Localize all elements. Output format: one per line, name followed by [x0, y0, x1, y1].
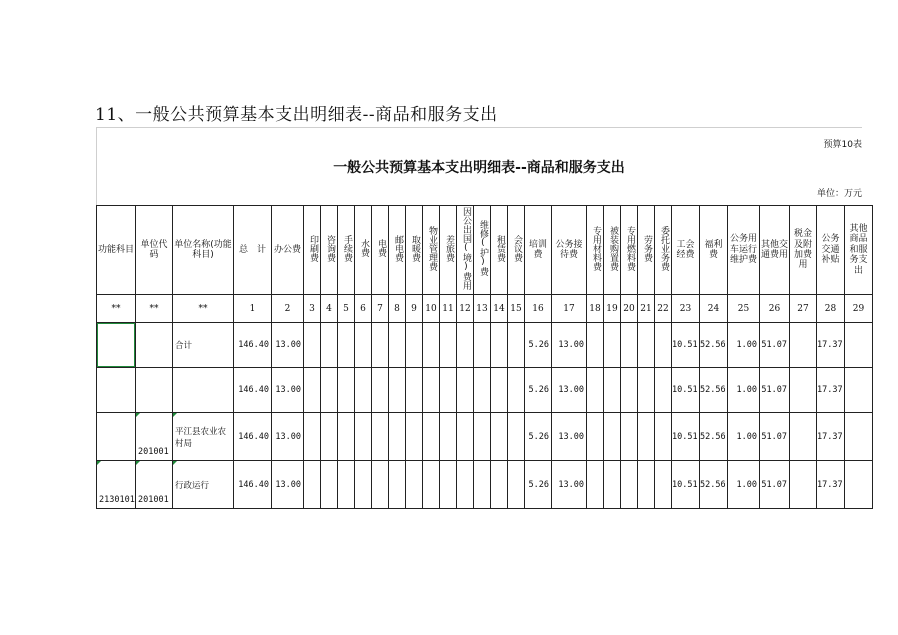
column-index: 14	[491, 295, 508, 323]
table-cell[interactable]	[790, 323, 817, 368]
column-header	[338, 206, 355, 295]
table-cell[interactable]	[621, 461, 638, 509]
column-index: 2	[272, 295, 304, 323]
column-header	[655, 206, 672, 295]
column-header-label: 办公费	[273, 244, 301, 255]
table-cell[interactable]	[604, 323, 621, 368]
column-header	[173, 206, 234, 295]
table-cell[interactable]: 5.26	[525, 461, 552, 509]
column-index: **	[173, 295, 234, 323]
table-cell[interactable]: 146.40	[234, 461, 272, 509]
column-index: 12	[457, 295, 474, 323]
column-header-label: 物业管理费	[426, 225, 437, 271]
column-index: 28	[817, 295, 845, 323]
header-row	[97, 206, 873, 295]
column-header-label: 其他交通费用	[761, 239, 789, 260]
table-cell[interactable]	[406, 323, 423, 368]
table-cell[interactable]	[638, 323, 655, 368]
table-cell[interactable]: 合计	[173, 323, 234, 368]
column-header	[672, 206, 700, 295]
table-cell[interactable]	[790, 413, 817, 461]
table-cell[interactable]	[304, 323, 321, 368]
table-cell[interactable]	[338, 413, 355, 461]
table-cell[interactable]	[321, 323, 338, 368]
column-header	[491, 206, 508, 295]
table-cell[interactable]	[355, 368, 372, 413]
column-header-label: 工会经费	[676, 239, 695, 260]
table-cell[interactable]	[338, 323, 355, 368]
column-header	[587, 206, 604, 295]
column-header	[355, 206, 372, 295]
column-index: 13	[474, 295, 491, 323]
table-cell[interactable]: 13.00	[272, 368, 304, 413]
column-index: 23	[672, 295, 700, 323]
table-cell[interactable]	[136, 323, 173, 368]
table-cell[interactable]	[587, 461, 604, 509]
table-cell[interactable]	[304, 368, 321, 413]
table-cell[interactable]: 13.00	[552, 461, 587, 509]
column-header-label: 邮电费	[392, 234, 403, 262]
table-cell[interactable]	[491, 413, 508, 461]
column-header	[234, 206, 272, 295]
table-cell[interactable]	[440, 413, 457, 461]
table-cell[interactable]	[655, 368, 672, 413]
table-cell[interactable]	[491, 461, 508, 509]
budget-table	[96, 205, 873, 509]
column-header-label: 租赁费	[494, 234, 505, 262]
table-cell[interactable]: 17.37	[817, 461, 845, 509]
table-cell[interactable]: 52.56	[700, 461, 728, 509]
column-header	[406, 206, 423, 295]
column-header	[525, 206, 552, 295]
column-index: 27	[790, 295, 817, 323]
table-cell[interactable]: 2130101	[97, 461, 136, 509]
table-cell[interactable]: 146.40	[234, 413, 272, 461]
table-row	[97, 413, 873, 461]
table-cell[interactable]: 201001	[136, 461, 173, 509]
column-header	[728, 206, 760, 295]
table-cell[interactable]	[621, 323, 638, 368]
table-cell[interactable]	[655, 461, 672, 509]
table-row	[97, 461, 873, 509]
table-cell[interactable]	[655, 323, 672, 368]
column-index: 17	[552, 295, 587, 323]
column-index: 8	[389, 295, 406, 323]
column-index: 10	[423, 295, 440, 323]
table-cell[interactable]: 13.00	[552, 323, 587, 368]
table-cell[interactable]: 146.40	[234, 323, 272, 368]
table-cell[interactable]: 10.51	[672, 368, 700, 413]
table-cell[interactable]	[491, 368, 508, 413]
table-cell[interactable]	[389, 323, 406, 368]
table-cell[interactable]: 1.00	[728, 368, 760, 413]
index-row	[97, 295, 873, 323]
table-cell[interactable]	[474, 323, 491, 368]
column-index: 26	[760, 295, 790, 323]
column-index: 16	[525, 295, 552, 323]
table-cell[interactable]	[389, 413, 406, 461]
column-index: 4	[321, 295, 338, 323]
column-header	[136, 206, 173, 295]
table-cell[interactable]	[508, 413, 525, 461]
table-cell[interactable]	[845, 461, 873, 509]
table-cell[interactable]	[389, 368, 406, 413]
table-cell[interactable]	[440, 323, 457, 368]
column-index: 15	[508, 295, 525, 323]
column-header	[845, 206, 873, 295]
column-header-label: 公务接待费	[555, 239, 583, 260]
column-header-label: 公务交通补贴	[821, 234, 840, 266]
table-cell[interactable]	[338, 461, 355, 509]
table-cell[interactable]: 51.07	[760, 323, 790, 368]
table-cell[interactable]	[457, 368, 474, 413]
table-cell[interactable]: 51.07	[760, 461, 790, 509]
column-header	[372, 206, 389, 295]
table-cell[interactable]: 5.26	[525, 323, 552, 368]
column-header-label: 公务用车运行维护费	[729, 234, 757, 266]
table-cell[interactable]: 146.40	[234, 368, 272, 413]
table-cell[interactable]: 51.07	[760, 413, 790, 461]
column-header-label: 因公出国(境)费用	[460, 206, 471, 290]
column-header-label: 手续费	[341, 234, 352, 262]
table-cell[interactable]	[508, 368, 525, 413]
column-header-label: 咨询费	[324, 234, 335, 262]
table-cell[interactable]: 52.56	[700, 368, 728, 413]
column-header	[760, 206, 790, 295]
table-row	[97, 323, 873, 368]
table-cell[interactable]	[423, 413, 440, 461]
table-cell[interactable]	[389, 461, 406, 509]
table-cell[interactable]	[845, 368, 873, 413]
table-cell[interactable]	[604, 461, 621, 509]
table-cell[interactable]	[97, 368, 136, 413]
table-cell[interactable]: 13.00	[552, 413, 587, 461]
column-header	[638, 206, 655, 295]
column-header	[817, 206, 845, 295]
column-header-label: 维修(护)费	[477, 220, 488, 277]
column-header	[97, 206, 136, 295]
table-cell[interactable]	[508, 323, 525, 368]
column-index: 3	[304, 295, 321, 323]
table-cell[interactable]	[372, 323, 389, 368]
column-index: 25	[728, 295, 760, 323]
table-cell[interactable]	[790, 368, 817, 413]
table-cell[interactable]	[372, 413, 389, 461]
table-cell[interactable]	[372, 368, 389, 413]
table-cell[interactable]	[173, 368, 234, 413]
column-index: 24	[700, 295, 728, 323]
table-cell[interactable]: 1.00	[728, 323, 760, 368]
column-header-label: 税金及附加费用	[793, 229, 812, 271]
unit-label: 单位：万元	[816, 189, 862, 199]
table-cell[interactable]	[638, 461, 655, 509]
table-cell[interactable]	[423, 368, 440, 413]
table-cell[interactable]: 51.07	[760, 368, 790, 413]
table-cell[interactable]: 行政运行	[173, 461, 234, 509]
table-cell[interactable]	[136, 368, 173, 413]
column-header	[389, 206, 406, 295]
table-cell[interactable]	[638, 368, 655, 413]
table-cell[interactable]	[321, 368, 338, 413]
table-cell[interactable]	[638, 413, 655, 461]
column-header	[457, 206, 474, 295]
table-cell[interactable]	[474, 461, 491, 509]
table-cell[interactable]	[604, 413, 621, 461]
column-header-label: 专用燃料费	[624, 225, 635, 271]
table-cell[interactable]	[406, 368, 423, 413]
column-header-label: 电费	[375, 239, 386, 258]
table-cell[interactable]	[423, 323, 440, 368]
table-cell[interactable]	[440, 368, 457, 413]
table-cell[interactable]	[338, 368, 355, 413]
table-cell[interactable]	[491, 323, 508, 368]
column-index: 21	[638, 295, 655, 323]
column-header	[621, 206, 638, 295]
table-cell[interactable]	[457, 413, 474, 461]
table-cell[interactable]: 201001	[136, 413, 173, 461]
table-cell[interactable]	[587, 368, 604, 413]
table-cell[interactable]	[321, 461, 338, 509]
column-index: 1	[234, 295, 272, 323]
column-header-label: 单位名称(功能科目)	[174, 239, 232, 260]
table-row	[97, 368, 873, 413]
sheet-top-border	[96, 127, 862, 128]
column-header	[790, 206, 817, 295]
table-title: 一般公共预算基本支出明细表--商品和服务支出	[333, 160, 625, 176]
table-cell[interactable]: 10.51	[672, 413, 700, 461]
column-header-label: 印刷费	[307, 234, 318, 262]
column-header-label: 水费	[358, 239, 369, 258]
column-index: 5	[338, 295, 355, 323]
column-header-label: 单位代码	[140, 239, 168, 260]
column-header	[272, 206, 304, 295]
column-index: **	[136, 295, 173, 323]
table-cell[interactable]: 5.26	[525, 413, 552, 461]
column-header-label: 其他商品和服务支出	[849, 224, 868, 276]
table-cell[interactable]: 13.00	[272, 413, 304, 461]
table-cell[interactable]	[474, 368, 491, 413]
table-cell[interactable]	[621, 413, 638, 461]
table-cell[interactable]: 10.51	[672, 461, 700, 509]
table-cell[interactable]: 17.37	[817, 323, 845, 368]
column-index: 19	[604, 295, 621, 323]
table-cell[interactable]	[587, 323, 604, 368]
table-cell[interactable]	[845, 413, 873, 461]
table-cell[interactable]	[355, 323, 372, 368]
table-cell[interactable]	[304, 413, 321, 461]
column-index: 20	[621, 295, 638, 323]
column-header-label: 福利费	[704, 239, 723, 260]
column-header-label: 专用材料费	[590, 225, 601, 271]
table-cell[interactable]	[604, 368, 621, 413]
column-header-label: 委托业务费	[658, 225, 669, 271]
column-header	[440, 206, 457, 295]
table-cell[interactable]	[655, 413, 672, 461]
table-cell[interactable]	[97, 323, 136, 368]
table-cell[interactable]	[621, 368, 638, 413]
table-cell[interactable]	[845, 323, 873, 368]
table-cell[interactable]	[423, 461, 440, 509]
table-cell[interactable]: 52.56	[700, 413, 728, 461]
column-header	[604, 206, 621, 295]
table-cell[interactable]	[440, 461, 457, 509]
column-header	[552, 206, 587, 295]
column-header-label: 差旅费	[443, 234, 454, 262]
table-cell[interactable]: 1.00	[728, 461, 760, 509]
table-cell[interactable]: 13.00	[272, 323, 304, 368]
column-header-label: 总 计	[238, 244, 266, 255]
table-cell[interactable]: 5.26	[525, 368, 552, 413]
table-cell[interactable]	[457, 461, 474, 509]
column-header-label: 被装购置费	[607, 225, 618, 271]
column-index: **	[97, 295, 136, 323]
table-cell[interactable]	[406, 461, 423, 509]
table-cell[interactable]	[355, 413, 372, 461]
table-cell[interactable]: 平江县农业农村局	[173, 413, 234, 461]
column-index: 18	[587, 295, 604, 323]
column-header	[423, 206, 440, 295]
table-cell[interactable]	[406, 413, 423, 461]
table-cell[interactable]	[457, 323, 474, 368]
column-header-label: 功能科目	[98, 244, 135, 255]
table-cell[interactable]	[587, 413, 604, 461]
column-header	[474, 206, 491, 295]
table-cell[interactable]: 13.00	[552, 368, 587, 413]
column-index: 6	[355, 295, 372, 323]
table-cell[interactable]: 10.51	[672, 323, 700, 368]
table-cell[interactable]: 1.00	[728, 413, 760, 461]
column-header	[321, 206, 338, 295]
table-number: 预算10表	[823, 140, 862, 150]
table-cell[interactable]	[790, 461, 817, 509]
table-cell[interactable]	[321, 413, 338, 461]
document-heading: 11、一般公共预算基本支出明细表--商品和服务支出	[95, 105, 498, 125]
column-header	[700, 206, 728, 295]
column-index: 29	[845, 295, 873, 323]
table-cell[interactable]: 52.56	[700, 323, 728, 368]
column-header	[508, 206, 525, 295]
column-index: 9	[406, 295, 423, 323]
table-cell[interactable]	[508, 461, 525, 509]
table-cell[interactable]	[304, 461, 321, 509]
column-header-label: 会议费	[511, 234, 522, 262]
column-header-label: 取暖费	[409, 234, 420, 262]
column-index: 7	[372, 295, 389, 323]
table-cell[interactable]: 13.00	[272, 461, 304, 509]
table-cell[interactable]	[474, 413, 491, 461]
table-cell[interactable]	[97, 413, 136, 461]
table-cell[interactable]	[372, 461, 389, 509]
column-index: 22	[655, 295, 672, 323]
column-index: 11	[440, 295, 457, 323]
column-header-label: 劳务费	[641, 234, 652, 262]
table-cell[interactable]: 17.37	[817, 368, 845, 413]
column-header	[304, 206, 321, 295]
table-cell[interactable]: 17.37	[817, 413, 845, 461]
table-cell[interactable]	[355, 461, 372, 509]
column-header-label: 培训费	[528, 239, 547, 260]
